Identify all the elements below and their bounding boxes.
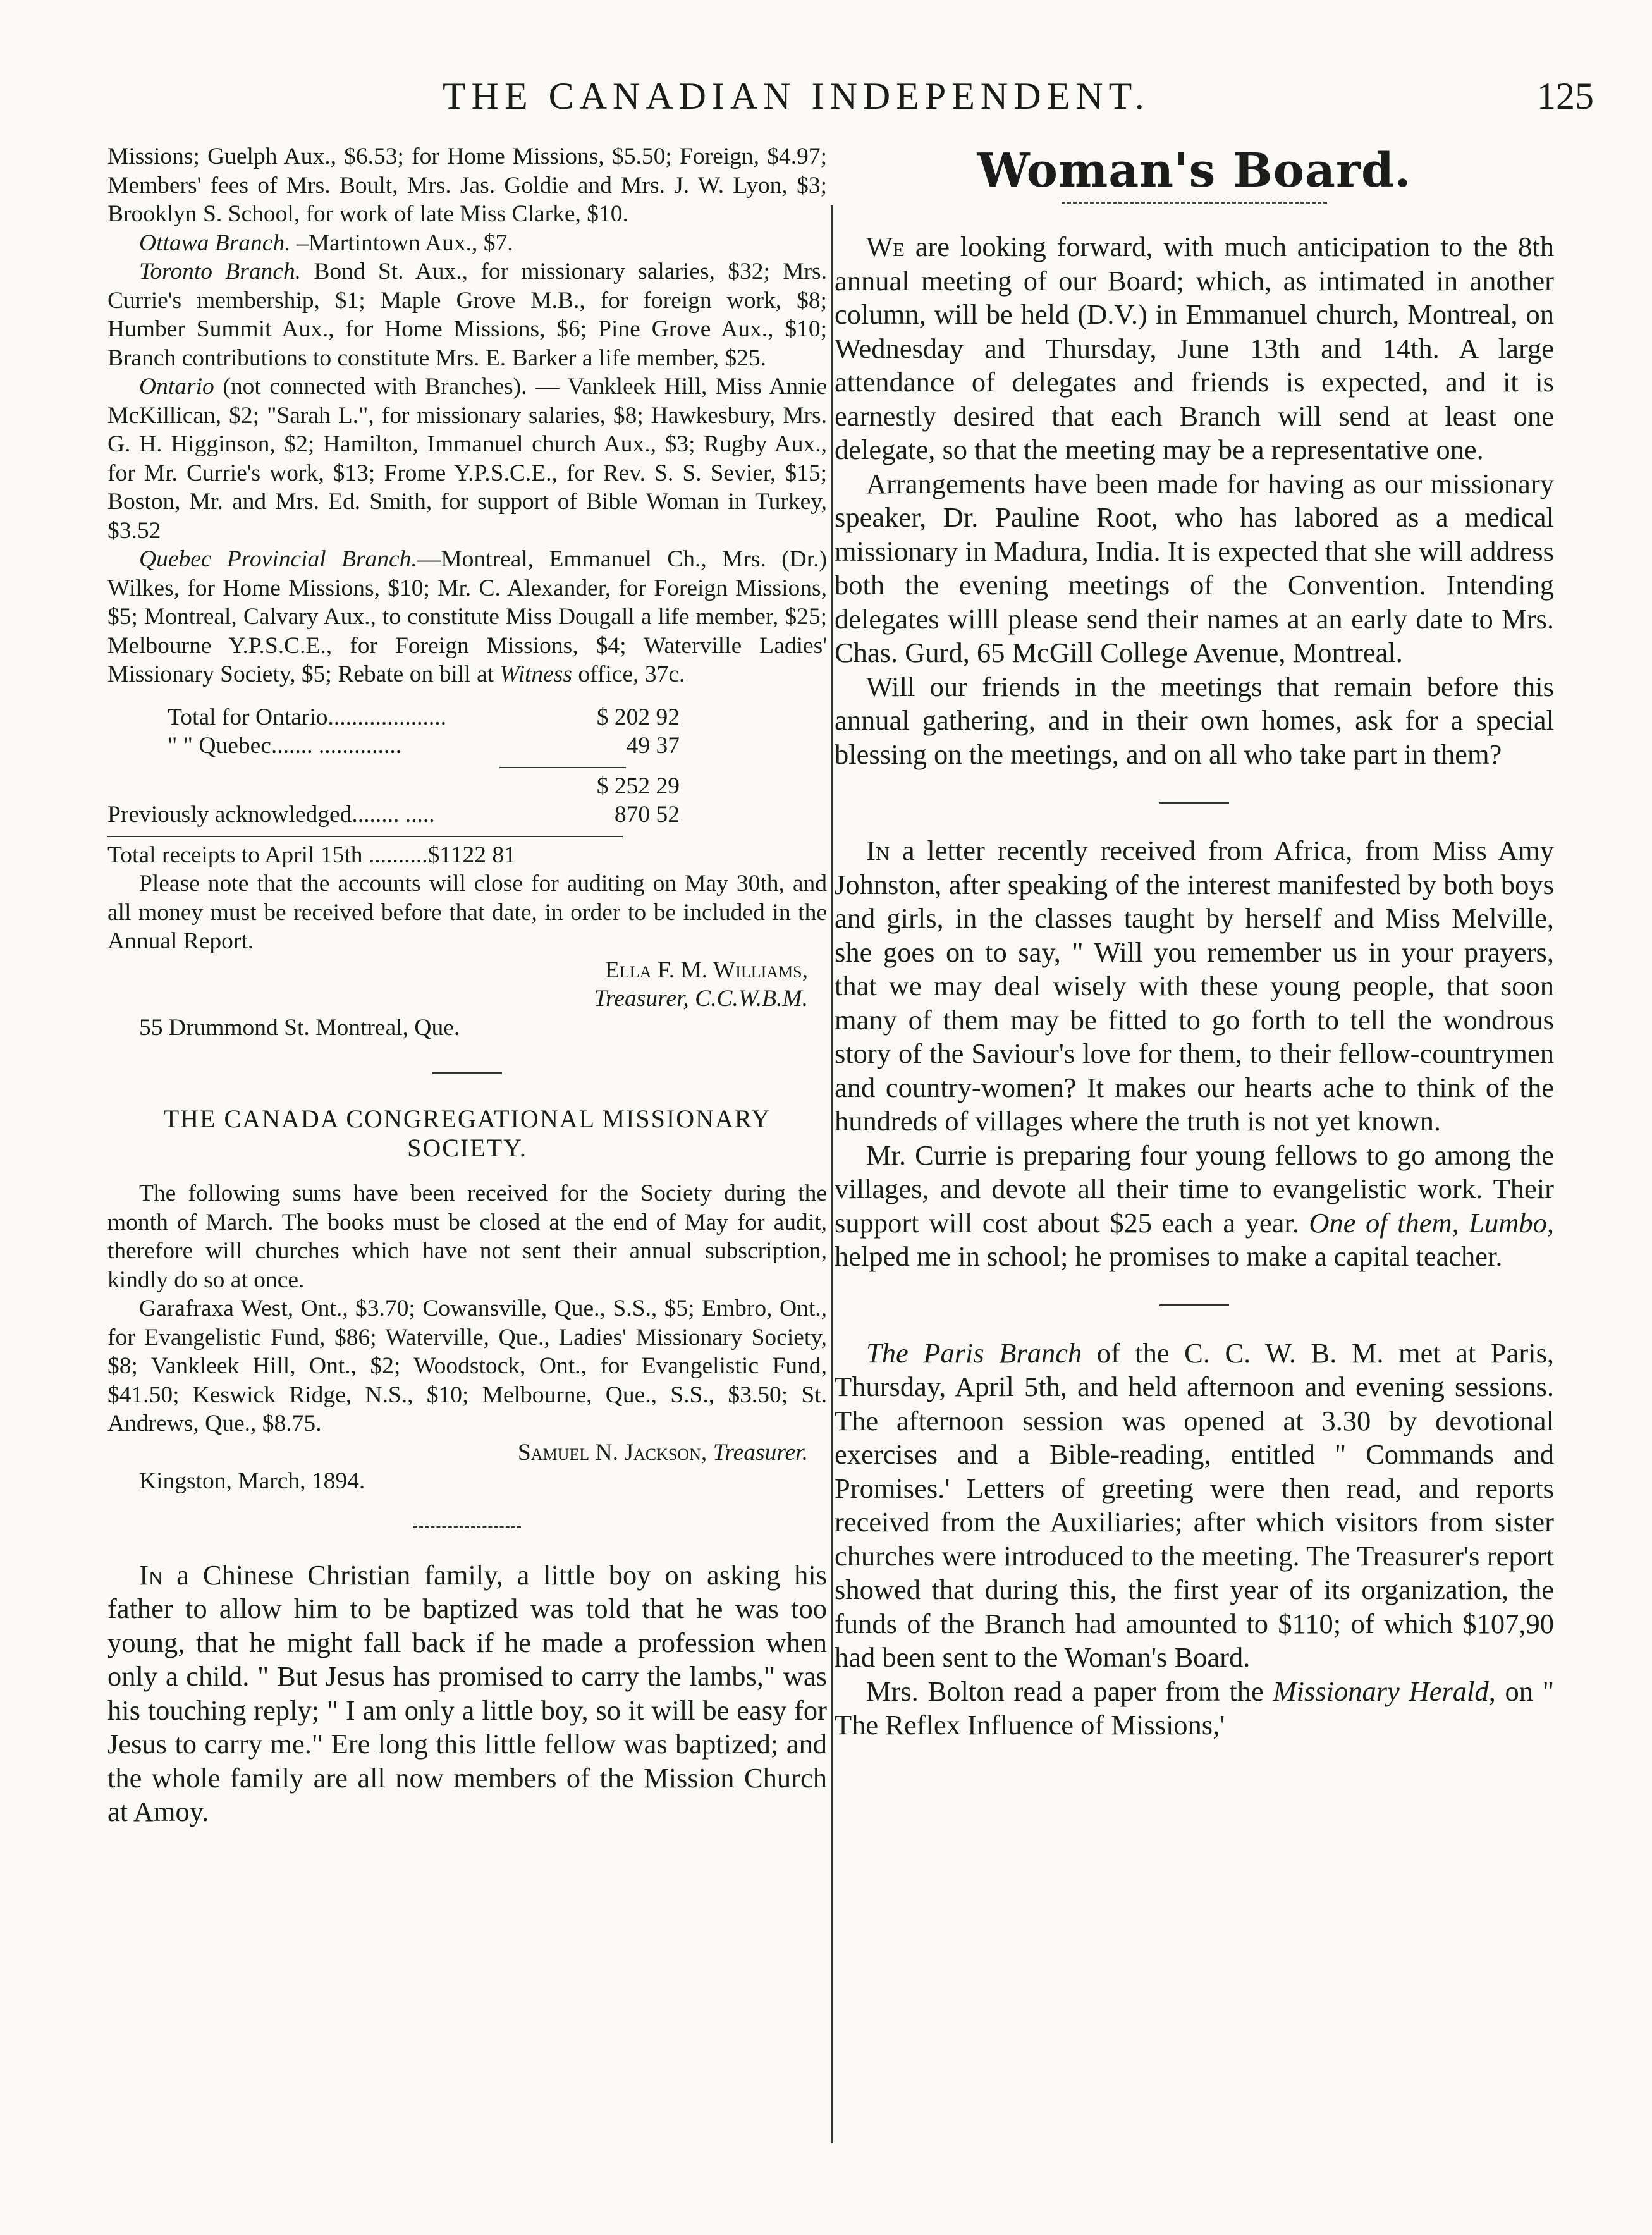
left-column — [107, 142, 827, 1829]
previously-acknowledged-row: Previously acknowledged........ ..... 870 52 — [107, 802, 680, 828]
paris-branch-paragraph: The Paris Branch of the C. C. W. B. M. met at Paris, Thursday, April 5th, and held afternoon and evening sessions. The afternoon session was opened at 3.30 by devotional exercises and a Bible-reading, entitled " Commands and Promises.' Letters of greeting were then read, and reports received from the Auxiliaries; after which visitors from sister churches were introduced to the meeting. The Treasurer's report showed that during this, the first year of its organization, the funds of the Branch had amounted to $110; of which $107,90 had been sent to the Woman's Board. — [835, 1337, 1555, 1673]
africa-letter-paragraph: In a letter recently received from Africa, from Miss Amy Johnston, after speaking of the interest manifested by both boys and girls, in the classes taught by herself and Miss Melville, she goes on to say, " Will you remember us in your prayers, that we may deal wisely with these young people, that soon many of them may be fitted to go forth to tell the wondrous story of the Saviour's love for them, to their fellow-countrymen and country-women? It makes our hearts ache to think of the hundreds of villages where the truth is not yet known. — [835, 835, 1554, 1137]
womans-board-heading: Woman's Board. — [977, 144, 1412, 198]
section-divider-2 — [413, 1526, 521, 1528]
quebec-branch-label: Quebec Provincial Branch. — [139, 546, 417, 572]
society-place-date: Kingston, March, 1894. — [139, 1468, 365, 1494]
treasurer-title: Treasurer, C.C.W.B.M. — [594, 986, 808, 1012]
society-intro: The following sums have been received for the Society during the month of March. The books must be closed at the end of May for audit, therefore will churches which have not sent their annual subscription, kindly do so at once. — [107, 1180, 827, 1293]
toronto-text: Bond St. Aux., for missionary salaries, $32; Mrs. Currie's membership, $1; Maple Grove M.B., for foreign work, $8; Humber Summit Aux., for Home Missions, $6; Pine Grove Aux., $10; Branch contributions to constitute Mrs. E. Barker a life member, $25. — [107, 259, 827, 371]
toronto-branch-label: Toronto Branch. — [139, 259, 302, 285]
society-treasurer: Samuel N. Jackson, Treasurer. — [517, 1439, 808, 1466]
annual-meeting-paragraph: We are looking forward, with much anticipation to the 8th annual meeting of our Board; which, as intimated in another column, will be held (D.V.) in Emmanuel church, Montreal, on Wednesday and Thursday, June 13th and 14th. A large attendance of delegates and friends is expected, and it is earnestly desired that each Branch will send at least one delegate, so that the meeting may be a representative one. — [835, 231, 1554, 465]
total-receipts-row: Total receipts to April 15th ..........$1122 81 — [107, 842, 516, 868]
column-divider — [831, 205, 833, 2143]
ontario-label: Ontario — [139, 374, 214, 400]
quebec-paragraph — [107, 545, 827, 689]
currie-paragraph: Mr. Currie is preparing four young fellows to go among the villages, and devote all their time to evangelistic work. Their support will cost about $25 each a year. One of them, Lumbo, helped me in school; he promises to make a capital teacher. — [835, 1139, 1554, 1272]
quebec-text-a: —Montreal, Emmanuel Ch., Mrs. (Dr.) Wilkes, for Home Missions, $10; Mr. C. Alexander, for Foreign Missions, $5; Montreal, Calvary Aux., to constitute Miss Dougall a life member, $25; Melbourne Y.P.S.C.E., for Foreign Missions, $4; Waterville Ladies' Missionary Society, $5; Rebate on bill at — [107, 546, 827, 687]
treasurer-name: Ella F. M. Williams, — [604, 957, 808, 983]
speaker-paragraph: Arrangements have been made for having as our missionary speaker, Dr. Pauline Root, who has labored as a medical missionary in Madura, India. It is expected that she will address both the evening meetings of the Convention. Intending delegates willl please send their names at an early date to Mrs. Chas. Gurd, 65 McGill College Avenue, Montreal. — [835, 467, 1554, 668]
ontario-text: (not connected with Branches). — Vankleek Hill, Miss Annie McKillican, $2; "Sarah L.", for missionary salaries, $8; Hawkesbury, Mrs. G. H. Higginson, $2; Hamilton, Immanuel church Aux., $3; Rugby Aux., for Mr. Currie's work, $13; Frome Y.P.S.C.E., for Rev. S. S. Sevier, $15; Boston, Mr. and Mrs. Ed. Smith, for support of Bible Woman in Turkey, $3.52 — [107, 374, 827, 544]
treasurer-address: 55 Drummond St. Montreal, Que. — [139, 1014, 460, 1041]
running-header — [0, 75, 1652, 125]
toronto-paragraph — [107, 257, 827, 372]
journal-title: THE CANADIAN INDEPENDENT. — [443, 75, 1150, 117]
ontario-paragraph — [107, 372, 827, 545]
right-column — [835, 142, 1554, 1742]
page-number: 125 — [1537, 75, 1594, 117]
ottawa-text: –Martintown Aux., $7. — [290, 230, 513, 256]
heading-rule — [1062, 202, 1327, 204]
quebec-text-b: office, 37c. — [572, 661, 685, 687]
total-row-quebec: " " Quebec....... .............. 49 37 — [168, 733, 680, 759]
section-divider — [432, 1072, 502, 1074]
ottawa-branch-label: Ottawa Branch. — [139, 230, 291, 256]
ottawa-paragraph — [107, 229, 827, 258]
total-row-ontario: Total for Ontario.................... $ 202 92 — [168, 704, 680, 730]
audit-note: Please note that the accounts will close for auditing on May 30th, and all money must be received before that date, in order to be included in the Annual Report. — [107, 871, 827, 954]
sum-rule-2 — [107, 836, 623, 837]
section-divider-4 — [1159, 1304, 1229, 1306]
missions-paragraph: Missions; Guelph Aux., $6.53; for Home Missions, $5.50; Foreign, $4.97; Members' fees of Mrs. Boult, Mrs. Jas. Goldie and Mrs. J. W. Lyon, $3; Brooklyn S. School, for work of late Miss Clarke, $10. — [107, 144, 827, 227]
society-heading: THE CANADA CONGREGATIONAL MISSIONARY SOCIETY. — [163, 1105, 771, 1162]
prayer-request-paragraph: Will our friends in the meetings that remain before this annual gathering, and in their own homes, ask for a special blessing on the meetings, and on all who take part in them? — [835, 670, 1554, 770]
chinese-family-story: In a Chinese Christian family, a little boy on asking his father to allow him to be baptized was told that he was too young, that he might fall back if he made a profession when only a child. " But Jesus has promised to carry the lambs," was his touching reply; " I am only a little boy, so it will be easy for Jesus to carry me." Ere long this little fellow was baptized; and the whole family are all now members of the Mission Church at Amoy. — [107, 1558, 827, 1827]
subtotal-row: $ 252 29 — [596, 773, 680, 799]
witness-label: Witness — [499, 661, 572, 687]
section-divider-3 — [1159, 802, 1229, 804]
sum-rule — [499, 767, 626, 768]
bolton-paragraph: Mrs. Bolton read a paper from the Missionary Herald, on " The Reflex Influence of Missions,' — [835, 1675, 1554, 1741]
society-list: Garafraxa West, Ont., $3.70; Cowansville, Que., S.S., $5; Embro, Ont., for Evangelistic Fund, $86; Waterville, Que., Ladies' Missionary Society, $8; Vankleek Hill, Ont., $2; Woodstock, Ont., for Evangelistic Fund, $41.50; Keswick Ridge, N.S., $10; Melbourne, Que., S.S., $3.50; St. Andrews, Que., $8.75. — [107, 1295, 827, 1436]
